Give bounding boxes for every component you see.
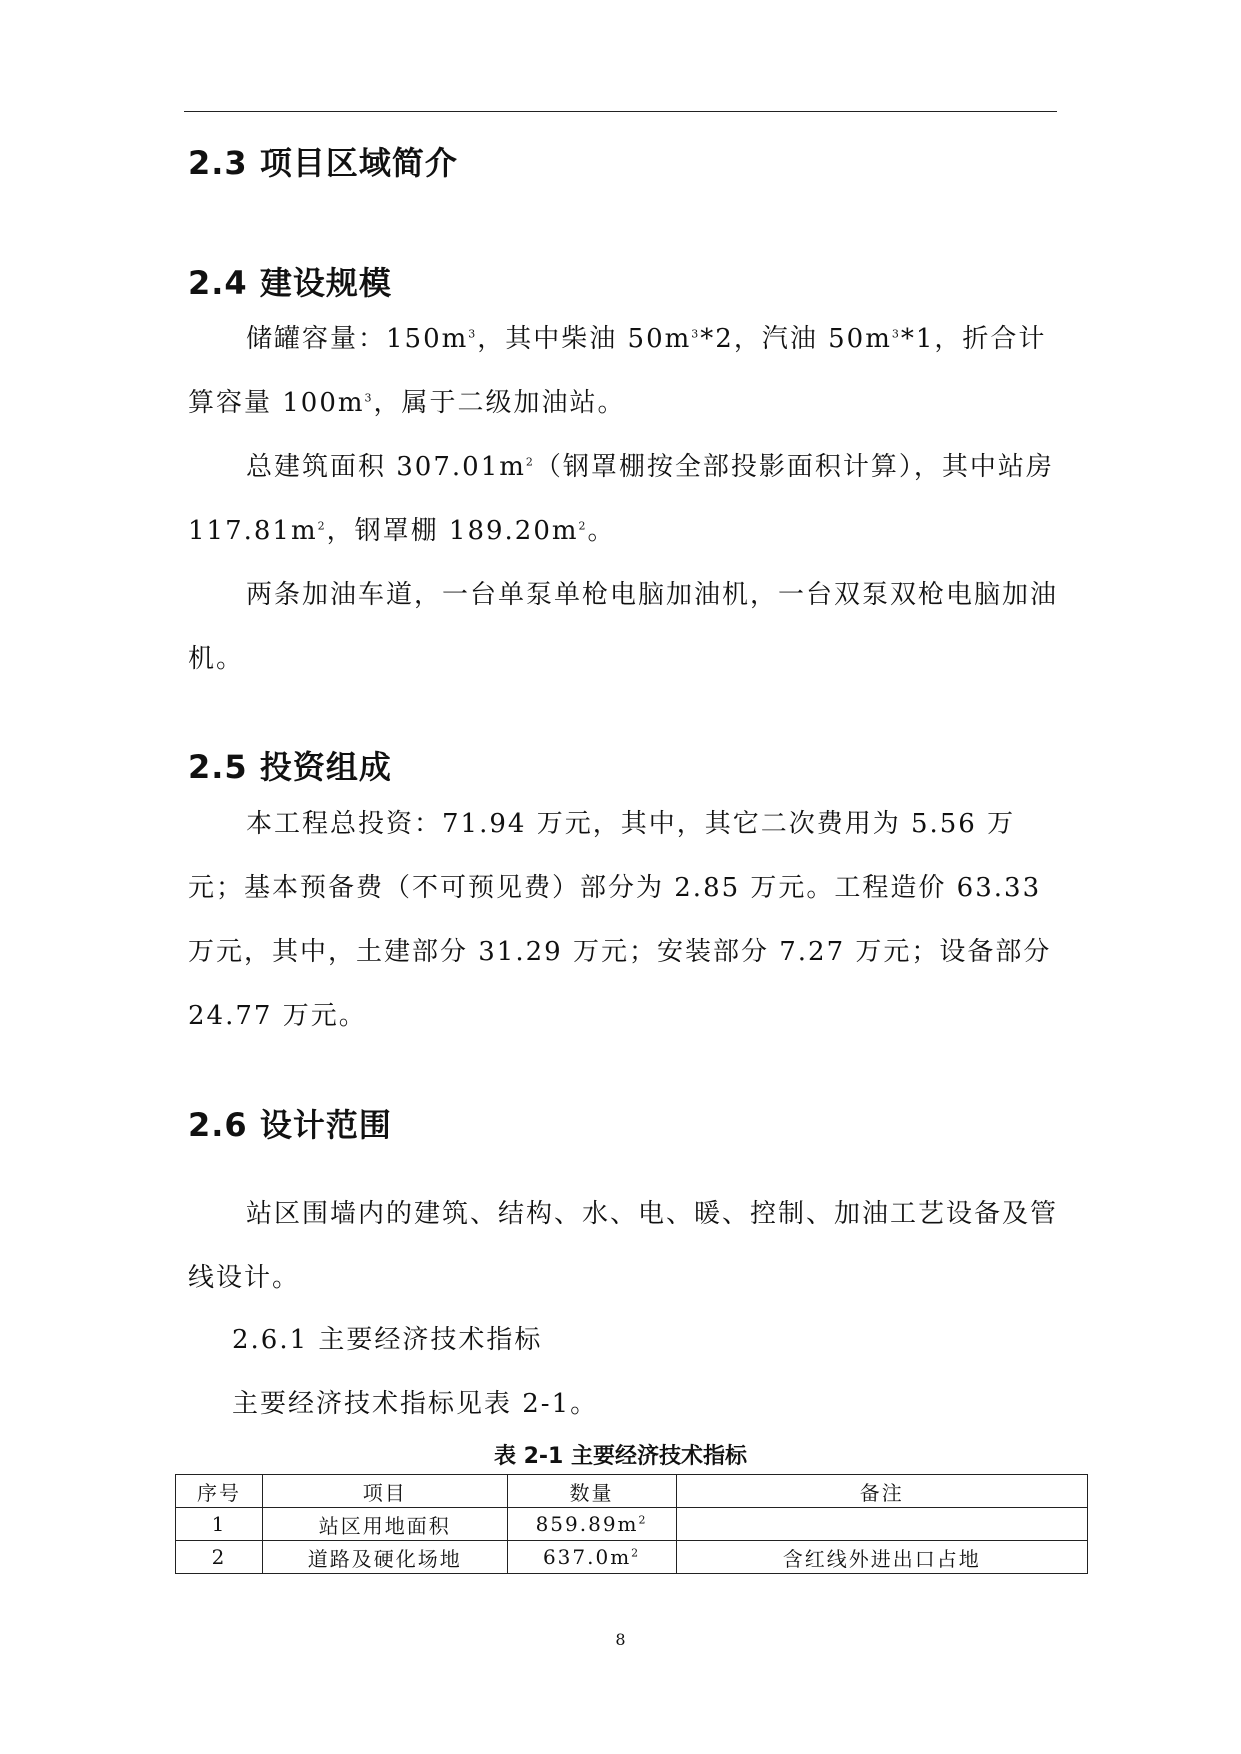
table-caption: 表 2-1 主要经济技术指标 [493, 1444, 748, 1469]
paragraph-table-ref: 主要经济技术指标见表 2-1。 [232, 1389, 599, 1419]
heading-2-5: 2.5 投资组成 [188, 748, 392, 786]
cell-note: 含红线外进出口占地 [676, 1541, 1087, 1574]
header-item: 项目 [262, 1475, 507, 1508]
paragraph-design-scope: 站区围墙内的建筑、结构、水、电、暖、控制、加油工艺设备及管线设计。 [188, 1199, 1059, 1293]
subheading-2-6-1: 2.6.1 主要经济技术指标 [232, 1325, 543, 1355]
table-row [176, 1508, 1088, 1541]
cell-item: 站区用地面积 [262, 1508, 507, 1541]
header-qty: 数量 [507, 1475, 676, 1508]
cell-no: 2 [176, 1541, 263, 1574]
table-row [176, 1541, 1088, 1574]
cell-no: 1 [176, 1508, 263, 1541]
paragraph-building-area: 总建筑面积 $307.01m^2$（钢罩棚按全部投影面积计算），其中站房 $117.81m^2$，钢罩棚 $189.20m^2$。 [188, 452, 1054, 546]
paragraph-investment: 本工程总投资：71.94 万元，其中，其它二次费用为 5.56 万元；基本预备费（不可预见费）部分为 2.85 万元。工程造价 63.33 万元，其中，土建部分 31.29 万元；安装部分 7.27 万元；设备部分 24.77 万元。 [188, 809, 1052, 1031]
cell-qty: $637.0m^2$ [507, 1541, 676, 1574]
cell-item: 道路及硬化场地 [262, 1541, 507, 1574]
cell-qty: $859.89m^2$ [507, 1508, 676, 1541]
header-rule [184, 111, 1057, 112]
paragraph-tank-capacity: 储罐容量：$150m^3$，其中柴油 $50m^3*2$，汽油 $50m^3*1$，折合计算容量 $100m^3$，属于二级加油站。 [188, 324, 1047, 418]
cell-note [676, 1508, 1087, 1541]
heading-2-6: 2.6 设计范围 [188, 1106, 392, 1144]
table-header-row [176, 1475, 1088, 1508]
header-note: 备注 [676, 1475, 1087, 1508]
heading-2-4: 2.4 建设规模 [188, 264, 392, 302]
page-number: 8 [615, 1630, 626, 1649]
heading-2-3: 2.3 项目区域简介 [188, 144, 458, 182]
header-no: 序号 [176, 1475, 263, 1508]
paragraph-fuel-lanes: 两条加油车道，一台单泵单枪电脑加油机，一台双泵双枪电脑加油机。 [188, 580, 1059, 674]
indicator-table [175, 1474, 1088, 1574]
